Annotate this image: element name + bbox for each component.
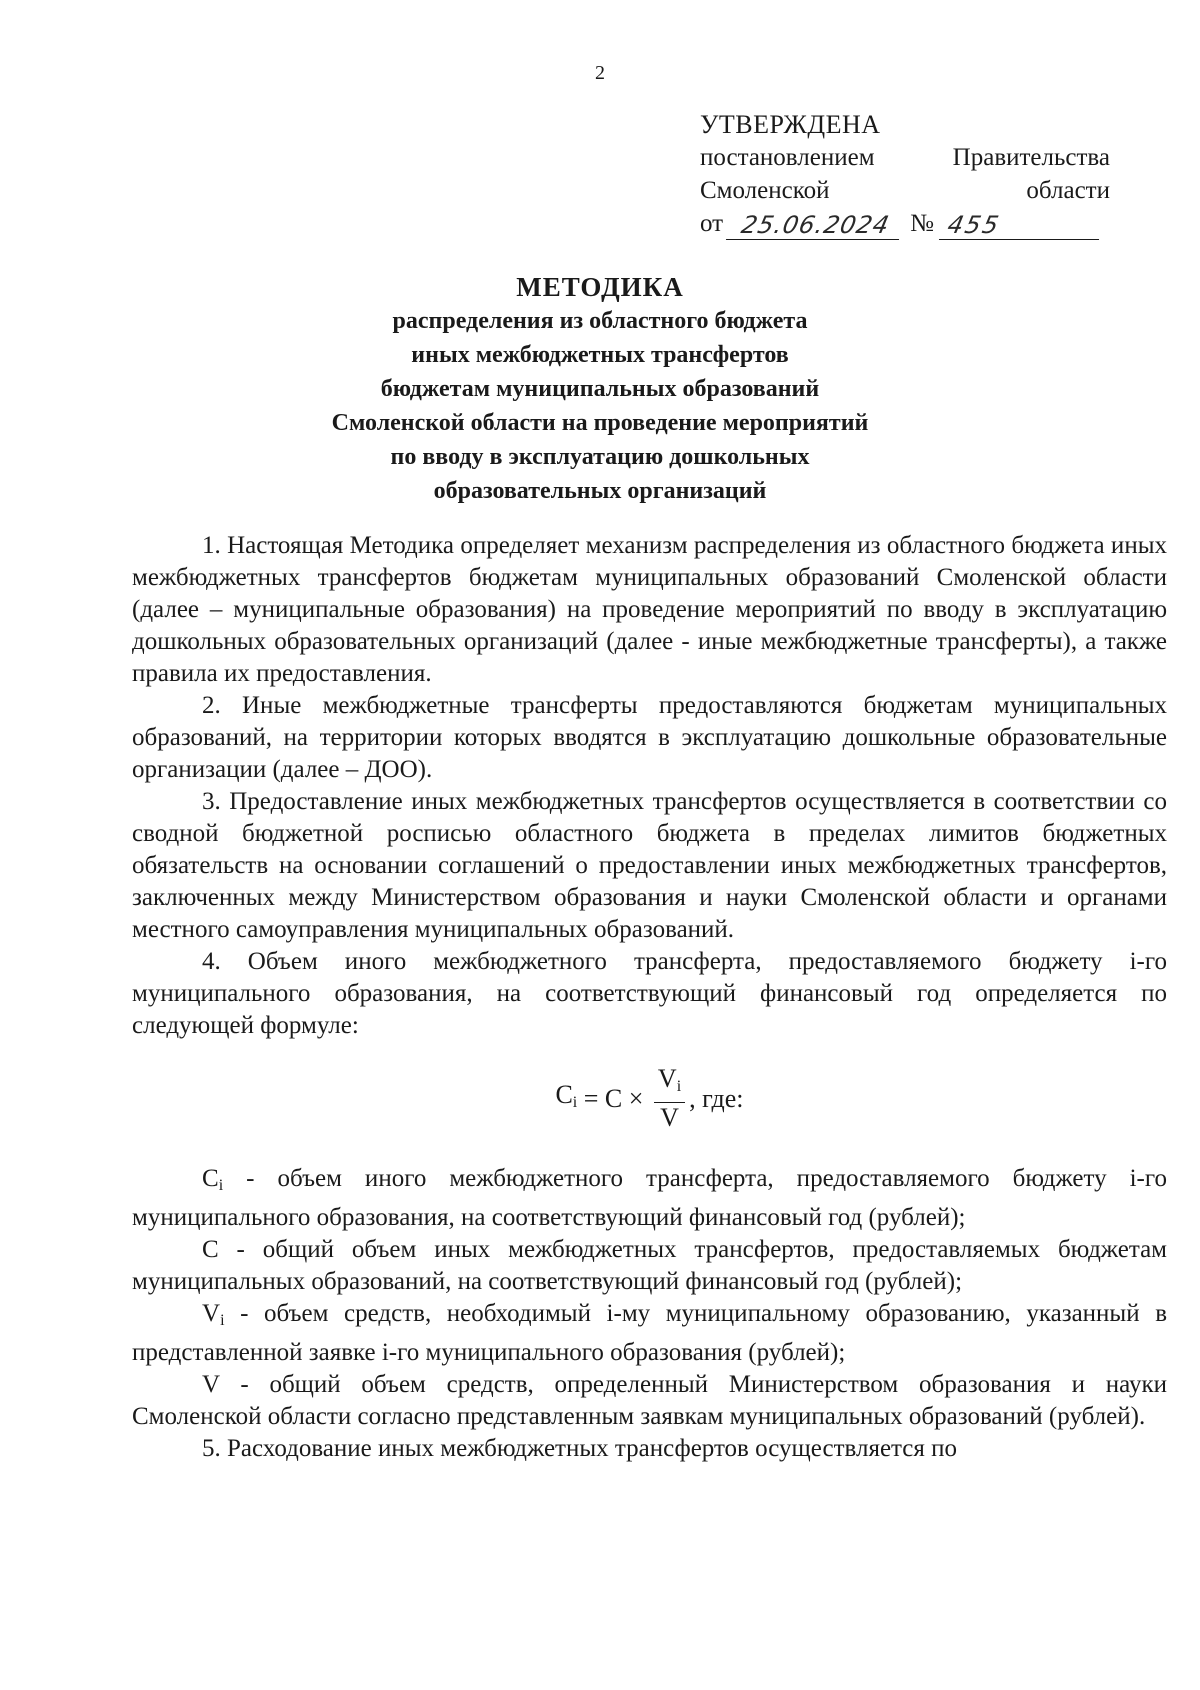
definition-v: V - общий объем средств, определенный Министерством образования и науки Смоленской области согласно представленным заявкам муниципальных образований (рублей). [132, 1371, 1167, 1430]
subtitle-line: бюджетам муниципальных образований [380, 376, 820, 402]
page-number: 2 [595, 62, 605, 84]
formula-fraction [654, 1064, 685, 1133]
subtitle-line: иных межбюджетных трансфертов [411, 342, 789, 368]
approval-government-word: Правительства [952, 144, 1110, 171]
document-body [132, 530, 1167, 1465]
distribution-formula [132, 1064, 1167, 1133]
approval-oblast-word: области [1026, 177, 1110, 204]
handwritten-date: 25.06.2024 [726, 211, 905, 240]
approval-decree-word: постановлением [700, 144, 875, 171]
formula-eq: = C × [577, 1083, 650, 1113]
handwritten-number: 455 [939, 211, 1105, 240]
formula-lhs: $C_i$ [555, 1079, 578, 1111]
approval-line-1 [700, 141, 1110, 174]
paragraph-1: 1. Настоящая Методика определяет механизм распределения из областного бюджета иных межбюджетных трансфертов бюджетам муниципальных образований Смоленской области (далее – муниципальные образования) на проведение мероприятий по вводу в эксплуатацию дошкольных образовательных организаций (далее - иные межбюджетные трансферты), а также правила их предоставления. [132, 532, 1167, 687]
paragraph-3: 3. Предоставление иных межбюджетных трансфертов осуществляется в соответствии со сводной бюджетной росписью областного бюджета в пределах лимитов бюджетных обязательств на основании соглашений о предоставлении иных межбюджетных трансфертов, заключенных между Министерством образования и науки Смоленской области и органами местного самоуправления муниципальных образований. [132, 788, 1167, 943]
paragraph-2: 2. Иные межбюджетные трансферты предоставляются бюджетам муниципальных образований, на территории которых вводятся в эксплуатацию дошкольные образовательные организации (далее – ДОО). [132, 692, 1167, 783]
definition-ci: $C_i$ - объем иного межбюджетного трансферта, предоставляемого бюджету i-го муниципального образования, на соответствующий финансовый год (рублей); [132, 1165, 1167, 1231]
definition-vi: $V_i$ - объем средств, необходимый i-му муниципальному образованию, указанный в представленной заявке i-го муниципального образования (рублей); [132, 1300, 1167, 1366]
paragraph-5: 5. Расходование иных межбюджетных трансфертов осуществляется по [202, 1435, 957, 1462]
subtitle-line: распределения из областного бюджета [392, 308, 808, 334]
document-title: МЕТОДИКА [516, 272, 684, 302]
document-heading [0, 270, 1200, 508]
approval-stamp [700, 108, 1110, 240]
subtitle-line: образовательных организаций [433, 478, 767, 504]
approval-title: УТВЕРЖДЕНА [700, 110, 881, 139]
formula-numerator: $V_i$ [654, 1064, 685, 1103]
formula-tail: , где: [689, 1083, 744, 1113]
number-sign: № [910, 210, 934, 237]
subtitle-line: Смоленской области на проведение мероприятий [331, 410, 869, 436]
date-prefix: от [700, 210, 724, 237]
approval-region-word: Смоленской [700, 177, 830, 204]
subtitle-line: по вводу в эксплуатацию дошкольных [390, 444, 810, 470]
definition-c: C - общий объем иных межбюджетных трансфертов, предоставляемых бюджетам муниципальных образований, на соответствующий финансовый год (рублей); [132, 1236, 1167, 1295]
approval-line-2 [700, 174, 1110, 207]
approval-date-line [700, 207, 1110, 240]
paragraph-4: 4. Объем иного межбюджетного трансферта, предоставляемого бюджету i-го муниципального образования, на соответствующий финансовый год определяется по следующей формуле: [132, 948, 1167, 1039]
formula-denominator: V [660, 1103, 679, 1132]
